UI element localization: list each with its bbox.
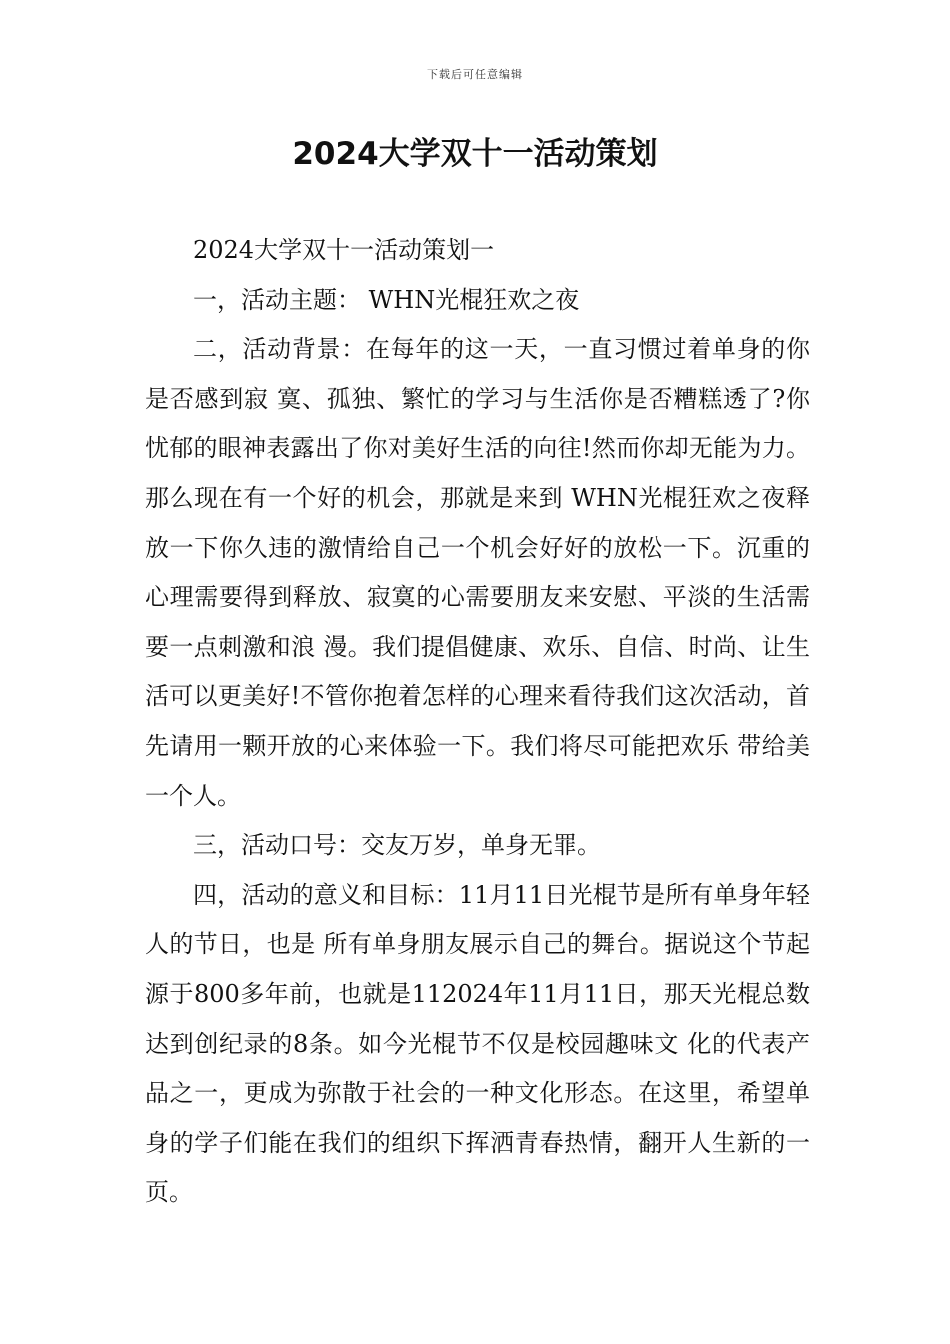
- theme-paragraph: 一，活动主题： WHN光棍狂欢之夜: [193, 285, 580, 314]
- document-body: [145, 226, 810, 1218]
- background-paragraph: 二，活动背景：在每年的这一天，一直习惯过着单身的你是否感到寂 寞、孤独、繁忙的学习与生活你是否糟糕透了?你忧郁的眼神表露出了你对美好生活的向往!然而你却无能为力。那么现在有一个好的机会，那就是来到 WHN光棍狂欢之夜释放一下你久违的激情给自己一个机会好好的放松一下。沉重的心理需要得到释放、寂寞的心需要朋友来安慰、平淡的生活需要一点刺激和浪 漫。我们提倡健康、欢乐、自信、时尚、让生活可以更美好!不管你抱着怎样的心理来看待我们这次活动，首先请用一颗开放的心来体验一下。我们将尽可能把欢乐 带给美一个人。: [145, 335, 810, 810]
- header-note: 下载后可任意编辑: [427, 68, 523, 81]
- page-title: 2024大学双十一活动策划: [292, 136, 658, 172]
- slogan-paragraph: 三，活动口号：交友万岁，单身无罪。: [193, 831, 601, 860]
- goals-paragraph: 四，活动的意义和目标：11月11日光棍节是所有单身年轻人的节日，也是 所有单身朋友展示自己的舞台。据说这个节起源于800多年前，也就是112024年11月11日，那天光棍总数达到创纪录的8条。如今光棍节不仅是校园趣味文 化的代表产品之一，更成为弥散于社会的一种文化形态。在这里，希望单身的学子们能在我们的组织下挥洒青春热情，翻开人生新的一页。: [145, 880, 810, 1207]
- subtitle-paragraph: 2024大学双十一活动策划一: [193, 236, 495, 264]
